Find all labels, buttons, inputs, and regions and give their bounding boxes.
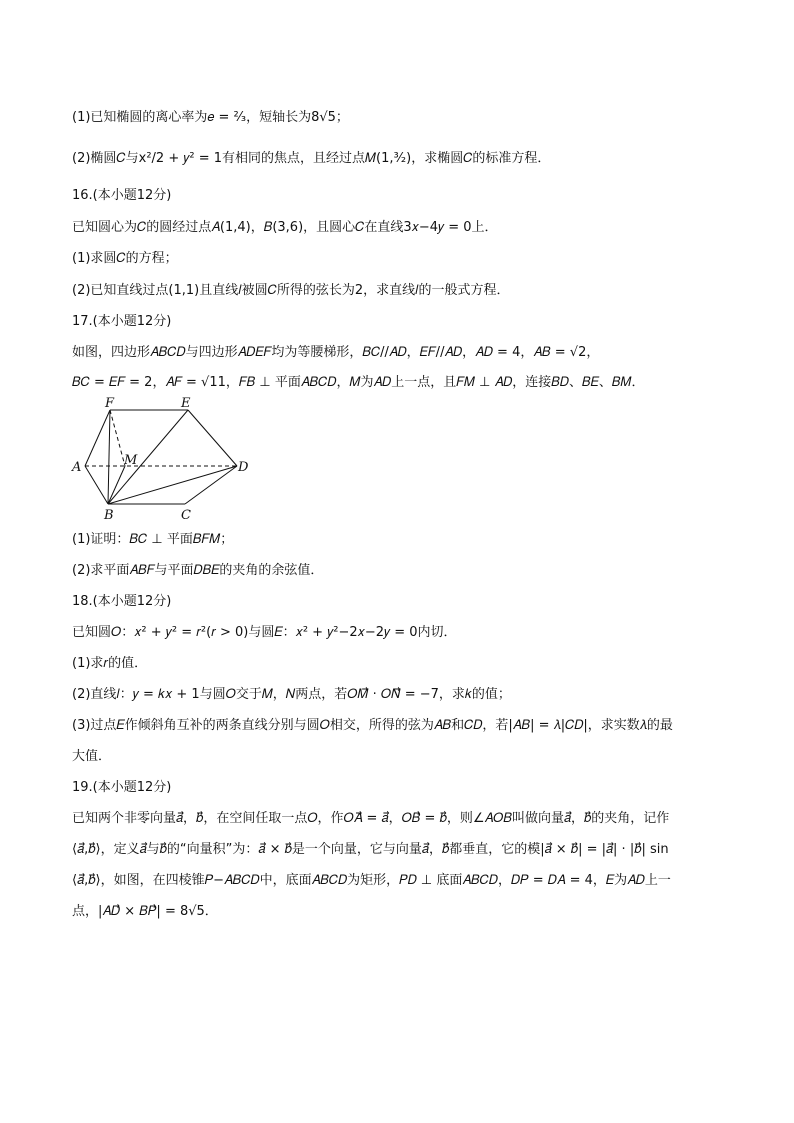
problem19-line1: 已知两个非零向量𝑎⃗，𝑏⃗，在空间任取一点𝑂，作𝑂𝐴⃗ = 𝑎⃗，𝑂𝐵⃗ = 𝑏⃗，则∠𝐴𝑂𝐵叫做向量𝑎⃗，𝑏⃗的夹角，记作 [72, 811, 670, 826]
problem18-stem: 已知圆𝑂：𝑥² + 𝑦² = 𝑟²(𝑟 > 0)与圆𝐸：𝑥² + 𝑦²−2𝑥−2𝑦 = 0内切． [72, 625, 457, 640]
problem19-line2: ⟨𝑎⃗,𝑏⃗⟩，定义𝑎⃗与𝑏⃗的“向量积”为：𝑎⃗ × 𝑏⃗是一个向量，它与向量𝑎⃗，𝑏⃗都垂直，它的模|𝑎⃗ × 𝑏⃗| = |𝑎⃗| · |𝑏⃗| sin [72, 842, 669, 857]
label-D: D [238, 460, 249, 475]
problem18-heading: 18.(本小题12分) [72, 594, 172, 609]
problem19-line3: ⟨𝑎⃗,𝑏⃗⟩，如图，在四棱锥𝑃−𝐴𝐵𝐶𝐷中，底面𝐴𝐵𝐶𝐷为矩形，𝑃𝐷 ⊥ 底面𝐴𝐵𝐶𝐷，𝐷𝑃 = 𝐷𝐴 = 4，𝐸为𝐴𝐷上一 [72, 873, 671, 888]
problem16-part1: (1)求圆𝐶的方程； [72, 251, 178, 266]
problem19-line4: 点，|𝐴𝐷⃗ × 𝐵𝑃⃗| = 8√5． [72, 904, 218, 919]
label-M: M [124, 453, 138, 468]
problem17-stem-line2: 𝐵𝐶 = 𝐸𝐹 = 2，𝐴𝐹 = √11，𝐹𝐵 ⊥ 平面𝐴𝐵𝐶𝐷，𝑀为𝐴𝐷上一点，且𝐹𝑀 ⊥ 𝐴𝐷，连接𝐵𝐷、𝐵𝐸、𝐵𝑀． [72, 375, 645, 390]
label-F: F [105, 396, 115, 411]
problem16-part2: (2)已知直线过点(1,1)且直线𝑙被圆𝐶所得的弦长为2，求直线𝑙的一般式方程． [72, 283, 510, 298]
label-E: E [181, 396, 191, 411]
problem17-part2: (2)求平面𝐴𝐵𝐹与平面𝐷𝐵𝐸的夹角的余弦值． [72, 563, 324, 578]
problem17-stem-line1: 如图，四边形𝐴𝐵𝐶𝐷与四边形𝐴𝐷𝐸𝐹均为等腰梯形，𝐵𝐶//𝐴𝐷，𝐸𝐹//𝐴𝐷，𝐴𝐷 = 4，𝐴𝐵 = √2， [72, 345, 600, 360]
label-C: C [181, 508, 191, 523]
label-B: B [104, 508, 114, 523]
problem15-part2: (2)椭圆𝐶与x²/2 + 𝑦² = 1有相同的焦点，且经过点𝑀(1,³⁄₂)，求椭圆𝐶的标准方程． [72, 151, 551, 166]
problem19-heading: 19.(本小题12分) [72, 780, 172, 795]
problem16-stem: 已知圆心为𝐶的圆经过点𝐴(1,4)，𝐵(3,6)，且圆心𝐶在直线3𝑥−4𝑦 = 0上． [72, 220, 498, 235]
problem15-part1: (1)已知椭圆的离心率为𝑒 = ²⁄₃，短轴长为8√5； [72, 110, 349, 125]
problem16-heading: 16.(本小题12分) [72, 188, 172, 203]
problem18-part1: (1)求𝑟的值． [72, 656, 148, 671]
problem18-part2: (2)直线𝑙：𝑦 = 𝑘𝑥 + 1与圆𝑂交于𝑀，𝑁两点，若𝑂𝑀⃗ · 𝑂𝑁⃗ = −7，求𝑘的值； [72, 687, 511, 702]
trapezoid-figure [68, 396, 258, 524]
problem18-part3-line2: 大值． [72, 749, 112, 764]
problem18-part3-line1: (3)过点𝐸作倾斜角互补的两条直线分别与圆𝑂相交，所得的弦为𝐴𝐵和𝐶𝐷，若|𝐴𝐵| = 𝜆|𝐶𝐷|，求实数𝜆的最 [72, 718, 673, 733]
problem17-part1: (1)证明：𝐵𝐶 ⊥ 平面𝐵𝐹𝑀； [72, 532, 234, 547]
problem17-heading: 17.(本小题12分) [72, 314, 172, 329]
label-A: A [72, 460, 82, 475]
